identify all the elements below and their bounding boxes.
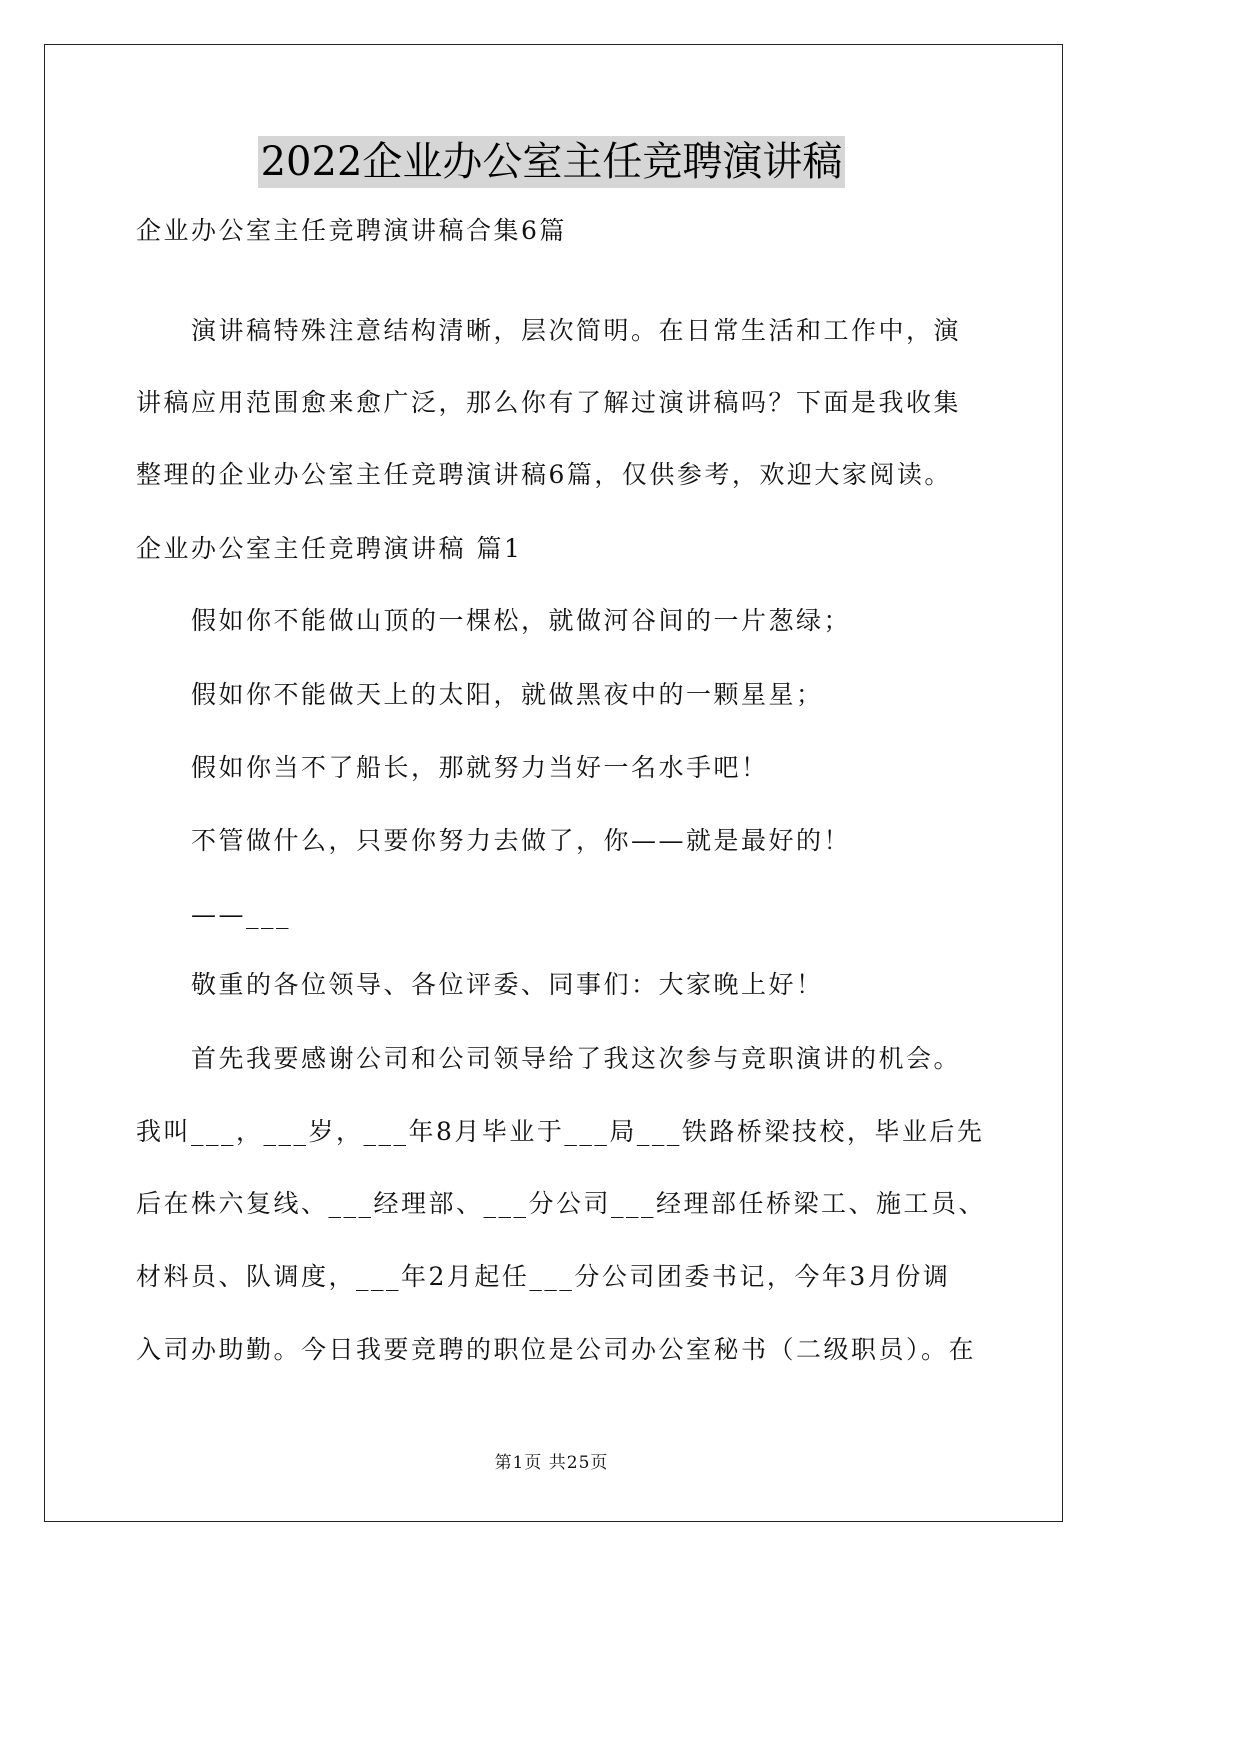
greeting-line: 敬重的各位领导、各位评委、同事们：大家晚上好！ [191,970,824,999]
signature-line: ——___ [191,900,291,929]
body-line: 假如你不能做天上的太阳，就做黑夜中的一颗星星； [191,680,824,709]
body-line: 我叫___，___岁，___年8月毕业于___局___铁路桥梁技校，毕业后先 [136,1117,985,1146]
title-container [0,136,1103,188]
intro-paragraph-line: 整理的企业办公室主任竞聘演讲稿6篇，仅供参考，欢迎大家阅读。 [136,460,952,489]
page-number-footer: 第1页 共25页 [494,1453,609,1473]
body-line: 入司办助勤。今日我要竞聘的职位是公司办公室秘书（二级职员）。在 [136,1335,977,1364]
body-line: 假如你不能做山顶的一棵松，就做河谷间的一片葱绿； [191,606,852,635]
body-line: 后在株六复线、___经理部、___分公司___经理部任桥梁工、施工员、 [136,1189,987,1218]
intro-paragraph-line: 讲稿应用范围愈来愈广泛，那么你有了解过演讲稿吗？下面是我收集 [136,388,962,417]
intro-paragraph-line: 演讲稿特殊注意结构清晰，层次简明。在日常生活和工作中，演 [191,316,962,345]
body-line: 材料员、队调度，___年2月起任___分公司团委书记，今年3月份调 [136,1262,951,1291]
body-line: 不管做什么，只要你努力去做了，你——就是最好的！ [191,826,852,855]
collection-subtitle: 企业办公室主任竞聘演讲稿合集6篇 [136,216,567,245]
body-line: 假如你当不了船长，那就努力当好一名水手吧！ [191,753,769,782]
body-line: 首先我要感谢公司和公司领导给了我这次参与竞职演讲的机会。 [191,1044,962,1073]
section-heading: 企业办公室主任竞聘演讲稿 篇1 [136,534,523,563]
document-title: 2022企业办公室主任竞聘演讲稿 [258,136,846,188]
